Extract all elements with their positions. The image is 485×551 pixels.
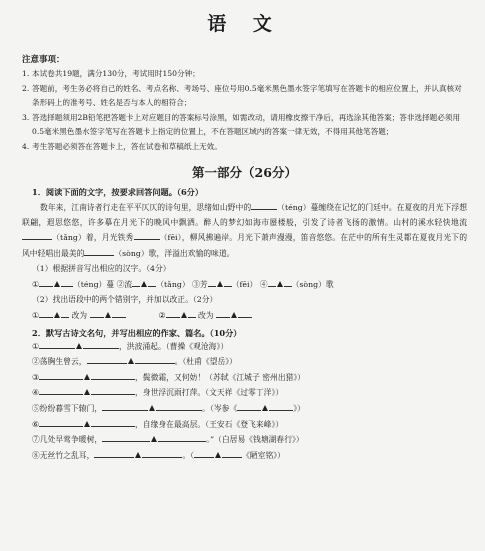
answer-blank[interactable] xyxy=(216,308,230,318)
recitation-line xyxy=(22,401,467,417)
notice-num: 3. xyxy=(22,112,30,122)
answer-blank[interactable] xyxy=(156,401,202,411)
pinyin-text: （téng）蔓 xyxy=(73,279,115,289)
notice-item xyxy=(22,82,467,111)
triangle-marker-icon xyxy=(54,281,60,287)
answer-blank[interactable] xyxy=(39,277,53,287)
line-suffix: ，自缘身在最高层。（王安石《登飞来峰》） xyxy=(135,419,284,429)
answer-blank[interactable] xyxy=(142,448,182,458)
triangle-marker-icon xyxy=(217,281,223,287)
answer-blank[interactable] xyxy=(61,308,69,318)
triangle-marker-icon xyxy=(84,421,90,427)
pinyin-label: ②流 xyxy=(116,279,133,289)
line-prefix: ⑤纷纷暮雪下辕门， xyxy=(32,403,103,413)
recitation-line xyxy=(22,432,467,448)
answer-blank[interactable] xyxy=(284,277,292,287)
line-suffix: 》） xyxy=(293,403,305,413)
answer-blank[interactable] xyxy=(208,277,216,287)
answer-blank[interactable] xyxy=(90,308,104,318)
answer-blank[interactable] xyxy=(94,448,134,458)
answer-blank[interactable] xyxy=(237,401,261,411)
answer-blank[interactable] xyxy=(91,385,135,395)
exam-title: 语 文 xyxy=(207,13,282,35)
notice-item xyxy=(22,67,467,82)
notice-num: 4. xyxy=(22,141,30,151)
line-prefix: ⑥ xyxy=(32,419,39,429)
answer-blank[interactable] xyxy=(194,448,214,458)
recitation-line xyxy=(22,385,467,401)
answer-blank[interactable] xyxy=(269,401,293,411)
notice-item xyxy=(22,140,467,155)
recitation-line xyxy=(22,448,467,464)
pinyin-text: （sòng）歌 xyxy=(291,279,334,289)
answer-blank[interactable] xyxy=(134,230,160,240)
answer-blank[interactable] xyxy=(135,354,175,364)
fix-label: ② xyxy=(158,310,166,320)
answer-blank[interactable] xyxy=(91,417,135,427)
answer-blank[interactable] xyxy=(39,417,83,427)
line-prefix: ⑧无丝竹之乱耳， xyxy=(32,450,95,460)
recitation-line xyxy=(22,354,467,370)
answer-blank[interactable] xyxy=(222,448,242,458)
triangle-marker-icon xyxy=(231,312,237,318)
notice-text: 本试卷共19题，满分130分，考试用时150分钟； xyxy=(32,69,200,78)
passage-text: （fēi），柳风拂遍岸。月光下萧声漫漫，笛音悠悠。在茫中的所有生灵都在夏夜月光下的风中轻唱出最美的 xyxy=(22,233,468,258)
passage-text: （téng）蔓缠绕在记忆的门廷中。在夏夜的月光下浮想联翩，遐思悠悠，许多摹在月光下的晚风中飘洒。醉人的梦幻如海市蜃楼般，引发了诗者飞扬的激情。山村的溪水轻快地流 xyxy=(22,202,467,227)
answer-blank[interactable] xyxy=(91,370,135,380)
triangle-marker-icon xyxy=(181,312,187,318)
answer-blank[interactable] xyxy=(39,385,83,395)
triangle-marker-icon xyxy=(54,312,60,318)
part-one-title: 第一部分（26分） xyxy=(192,164,297,180)
passage-text: （sòng）歌，洋溢出欢愉的味道。 xyxy=(114,248,235,258)
pinyin-text: （tǎng） xyxy=(156,279,190,289)
answer-blank[interactable] xyxy=(251,200,277,210)
answer-blank[interactable] xyxy=(84,246,114,256)
line-suffix: 。（杜甫《望岳》） xyxy=(174,357,237,367)
line-prefix: ③ xyxy=(32,372,39,382)
answer-blank[interactable] xyxy=(87,354,127,364)
triangle-marker-icon xyxy=(105,312,111,318)
notice-list xyxy=(22,67,467,155)
answer-blank[interactable] xyxy=(112,308,126,318)
answer-blank[interactable] xyxy=(238,308,252,318)
notice-text: 答题前，考生务必将自己的姓名、考点名称、考场号、座位号用0.5毫米黑色墨水签字笔填写在答题卡的相应位置上，并认真核对条形码上的准考号、姓名是否与本人的相符合； xyxy=(32,83,462,108)
answer-blank[interactable] xyxy=(166,308,180,318)
answer-blank[interactable] xyxy=(22,230,52,240)
answer-blank[interactable] xyxy=(268,277,276,287)
line-suffix: ，身世浮沉雨打萍。（文天祥《过零丁洋》） xyxy=(135,388,284,398)
answer-blank[interactable] xyxy=(224,277,232,287)
notice-num: 1. xyxy=(22,69,30,78)
triangle-marker-icon xyxy=(149,405,155,411)
line-suffix: ，洪波涌起。（曹操《观沧海》） xyxy=(119,341,229,351)
answer-blank[interactable] xyxy=(188,308,196,318)
line-prefix: ④ xyxy=(32,388,39,398)
answer-blank[interactable] xyxy=(39,308,53,318)
pinyin-answer-row xyxy=(22,277,467,293)
triangle-marker-icon xyxy=(277,281,283,287)
passage-text: 数年来，江南诗者行走在平平仄仄的诗句里，思绪如山野中的 xyxy=(40,202,252,212)
pinyin-label: ③芳 xyxy=(192,279,208,289)
recitation-line xyxy=(22,417,467,433)
line-suffix: ，鬓微霜，又何妨！（苏轼《江城子 密州出猎》） xyxy=(135,372,306,382)
triangle-marker-icon xyxy=(84,389,90,395)
line-prefix: ②荡胸生曾云， xyxy=(32,357,87,367)
answer-blank[interactable] xyxy=(158,432,206,442)
recitation-line xyxy=(22,339,467,355)
triangle-marker-icon xyxy=(76,343,82,349)
fix-text: 改为 xyxy=(71,310,88,320)
answer-blank[interactable] xyxy=(83,339,119,349)
question-2-heading: 2．默写古诗文名句，并写出相应的作家、篇名。（10分） xyxy=(32,327,242,338)
subquestion-2: （2）找出语段中的两个错别字，并加以改正。（2分） xyxy=(32,295,218,305)
triangle-marker-icon xyxy=(135,452,141,458)
notice-item xyxy=(22,111,467,140)
subquestion-1: （1）根据拼音写出相应的汉字。（4分） xyxy=(32,264,171,274)
fix-label: ① xyxy=(32,310,39,320)
question-1-heading: 1．阅读下面的文字，按要求回答问题。（6分） xyxy=(32,186,204,197)
line-suffix: 。（ xyxy=(182,450,195,460)
answer-blank[interactable] xyxy=(102,401,148,411)
answer-blank[interactable] xyxy=(39,339,75,349)
line-suffix: 《陋室铭》） xyxy=(242,450,285,460)
triangle-marker-icon xyxy=(141,281,147,287)
notice-heading: 注意事项： xyxy=(22,55,65,65)
line-prefix: ① xyxy=(32,341,39,351)
typo-fix-row xyxy=(22,308,467,324)
passage-text: （tǎng）着，月光铁秀 xyxy=(52,233,134,243)
answer-blank[interactable] xyxy=(39,370,83,380)
notice-text: 考生答题必须答在答题卡上，答在试卷和草稿纸上无效。 xyxy=(32,141,222,151)
triangle-marker-icon xyxy=(151,436,157,442)
triangle-marker-icon xyxy=(84,374,90,380)
answer-blank[interactable] xyxy=(148,277,156,287)
pinyin-label: ④ xyxy=(259,279,268,289)
line-prefix: ⑦几处早莺争暖树， xyxy=(32,435,103,445)
pinyin-label: ① xyxy=(32,279,39,289)
answer-blank[interactable] xyxy=(61,277,73,287)
line-suffix: 。”（白居易《钱塘湖春行》） xyxy=(206,435,304,445)
triangle-marker-icon xyxy=(128,358,134,364)
line-suffix: 。（岑参《 xyxy=(202,403,238,413)
triangle-marker-icon xyxy=(215,452,221,458)
answer-blank[interactable] xyxy=(102,432,150,442)
answer-blank[interactable] xyxy=(132,277,140,287)
notice-num: 2. xyxy=(22,83,30,93)
pinyin-text: （fēi） xyxy=(231,279,258,289)
recitation-line xyxy=(22,370,467,386)
fix-text: 改为 xyxy=(198,310,214,320)
notice-text: 答选择题须用2B铅笔把答题卡上对应题目的答案标号涂黑，如需改动，请用橡皮擦干净后，再选涂其他答案；答非选择题必须用0.5毫米黑色墨水签字笔写在答题卡上指定的位置上，不在答题区域内的答案一律无效，不得用其他笔答题； xyxy=(32,112,461,137)
triangle-marker-icon xyxy=(262,405,268,411)
question-1-passage xyxy=(22,200,467,262)
